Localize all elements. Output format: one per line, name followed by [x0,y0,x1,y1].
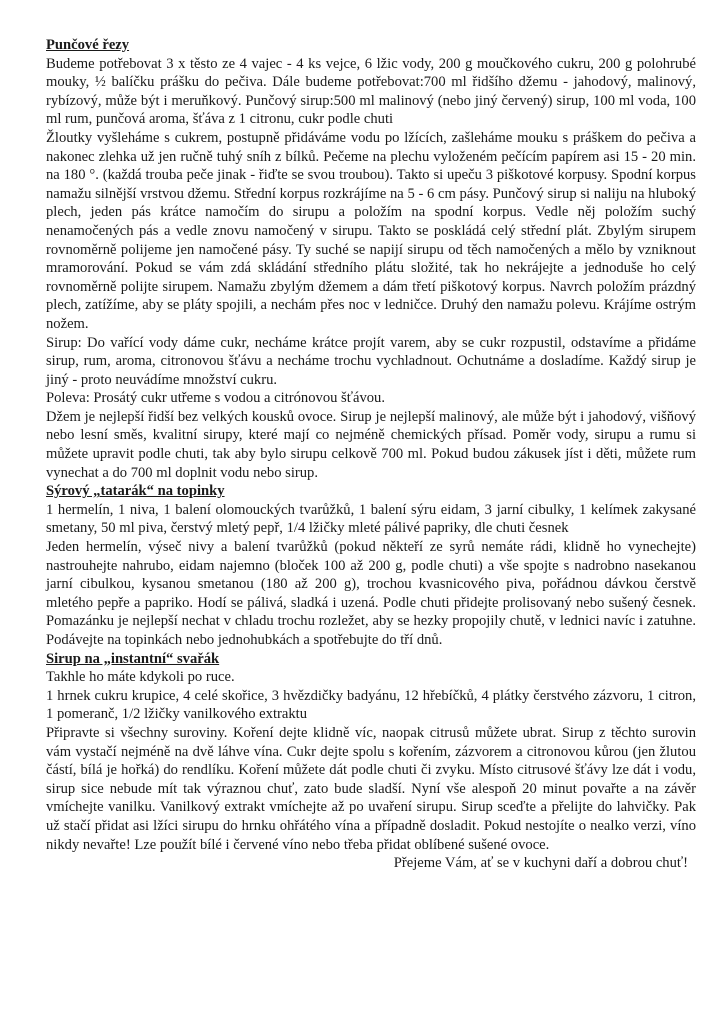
svarak-ingredients: 1 hrnek cukru krupice, 4 celé skořice, 3 hvězdičky badyánu, 12 hřebíčků, 4 plátky čerstvého zázvoru, 1 citron, 1 pomeranč, 1/2 lžičky vanilkového extraktu [46,687,696,723]
svarak-method: Připravte si všechny suroviny. Koření dejte klidně víc, naopak citrusů můžete ubrat. Sirup z těchto surovin vám vystačí nejméně na dvě láhve vína. Cukr dejte spolu s kořením, zázvorem a citronovou kůrou (jen žlutou částí, bílá je hořká) do rendlíku. Koření můžete dát podle chuti či zvyku. Místo citrusové šťávy lze dát i vodu, sirup sice nebude mít tak výraznou chuť, zato bude sladší. Nyní vše alespoň 20 minut povařte a na závěr vmíchejte vanilku. Vanilkový extrakt vmíchejte až po uvaření sirupu. Sirup sceďte a přelijte do lahvičky. Pak už stačí přidat asi lžíci sirupu do hrnku ohřátého vína a případně dosladit. Pokud nestojíte o nealko verzi, víno nikdy nevařte! Lze použít bílé i červené víno nebo třeba přidat oblíbené sušené ovoce. [46,724,696,853]
punc-method: Žloutky vyšleháme s cukrem, postupně přidáváme vodu po lžících, zašleháme mouku s práškem do pečiva a nakonec zlehka už jen ručně tuhý sníh z bílků. Pečeme na plechu vyloženém pečícím papírem asi 15 - 20 min. na 180 °. (každá trouba peče jinak - řiďte se svou troubou). Takto si upeču 3 piškotové korpusy. Spodní korpus namažu silnější vrstvou džemu. Střední korpus rozkrájíme na 5 - 6 cm pásy. Punčový sirup si naliju na hluboký plech, jeden pás krátce namočím do sirupu a položím na spodní korpus. Vedle něj položím suchý nenamočených pás a vedle znovu namočený v sirupu. Takto se poskládá celý střední plát. Zbylým sirupem rovnoměrně polijeme jen namočené pásy. Ty suché se napijí sirupu od těch namočených a mělo by vzniknout mramorování. Pokud se vám zdá skládání středního plátu složité, tak ho nekrájejte a jednoduše ho celý rovnoměrně polijte sirupem. Namažu zbylým džemem a dám třetí piškotový korpus. Navrch položím prázdný plech, zatížíme, aby se pláty spojili, a nechám přes noc v ledničce. Druhý den namažu polevu. Krájíme ostrým nožem. [46,129,696,332]
recipe-title-svarak: Sirup na „instantní“ svařák [46,650,220,667]
punc-syrup: Sirup: Do vařící vody dáme cukr, necháme krátce projít varem, aby se cukr rozpustil, odstavíme a přidáme sirup, rum, aroma, citronovou šťávu a necháme trochu vychladnout. Ochutnáme a dosladíme. Každý sirup je jiný - proto neuvádíme množství cukru. [46,334,696,388]
tatarak-method: Jeden hermelín, výseč nivy a balení tvarůžků (pokud někteří ze syrů nemáte rádi, klidně ho vynechejte) nastrouhejte nahrubo, eidam najemno (bloček 100 až 200 g, podle chuti) a vše spojte s nadrobno nasekanou jarní cibulkou, kysanou smetanou (180 až 200 g), trochou kvasnicového piva, pořádnou dávkou čerstvě mletého pepře a papriko. Hodí se pálivá, sladká i uzená. Podle chuti přidejte prolisovaný nebo sušený česnek. Pomazánku je nejlepší nechat v chladu trochu rozležet, aby se hezky propojily chutě, v lednici navíc i zatuhne. Podávejte na topinkách nebo jednohubkách a spotřebujte do tří dnů. [46,539,696,648]
punc-icing: Poleva: Prosátý cukr utřeme s vodou a citrónovou šťávou. [46,390,385,407]
punc-ingredients: Budeme potřebovat 3 x těsto ze 4 vajec - 4 ks vejce, 6 lžic vody, 200 g moučkového cukru, 200 g polohrubé mouky, ½ balíčku prášku do pečiva. Dále budeme potřebovat:700 ml řidšího džemu - jahodový, malinový, rybízový, může být i meruňkový. Punčový sirup:500 ml malinový (nebo jiný červený) sirup, 100 ml voda, 100 ml rum, punčová aroma, šťáva z 1 citronu, cukr podle chuti [46,55,696,128]
recipe-title-punc: Punčové řezy [46,37,130,53]
svarak-intro: Takhle ho máte kdykoli po ruce. [46,669,235,686]
punc-tips: Džem je nejlepší řidší bez velkých kousků ovoce. Sirup je nejlepší malinový, ale může být i jahodový, višňový nebo lesní směs, kvalitní sirupy, které mají co nejméně chemických přísad. Poměr vody, sirupu a rumu si můžete upravit podle chuti, tak aby bylo sirupu celkově 700 ml. Pokud budou zákusek jíst i děti, můžete rum vynechat a do 700 ml doplnit vodu nebo sirup. [46,408,696,481]
signoff-text: Přejeme Vám, ať se v kuchyni daří a dobrou chuť! [393,855,688,872]
recipe-title-tatarak: Sýrový „tatarák“ na topinky [46,483,225,500]
tatarak-ingredients: 1 hermelín, 1 niva, 1 balení olomouckých tvarůžků, 1 balení sýru eidam, 3 jarní cibulky, 1 kelímek zakysané smetany, 50 ml piva, čerstvý mletý pepř, 1/4 lžičky mleté pálivé papriky, dle chuti česnek [46,501,696,537]
